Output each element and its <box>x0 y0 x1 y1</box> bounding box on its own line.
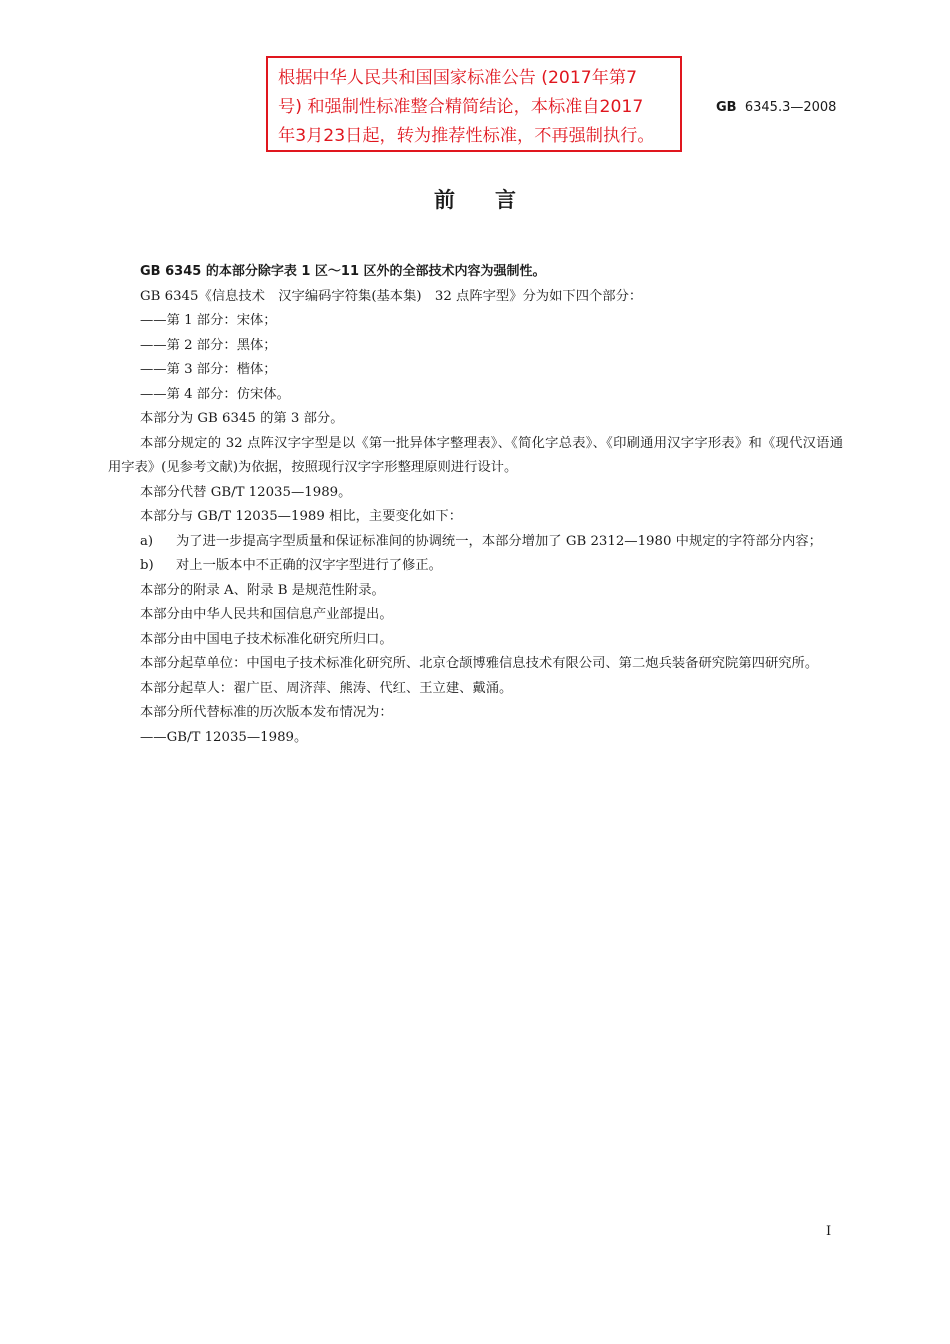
page-number: I <box>826 1224 832 1239</box>
paragraph: 本部分起草单位：中国电子技术标准化研究所、北京仓颉博雅信息技术有限公司、第二炮兵装备研究院第四研究所。 <box>140 656 819 671</box>
paragraph: 本部分为 GB 6345 的第 3 部分。 <box>140 411 344 426</box>
standard-prefix: GB <box>716 100 737 115</box>
notice-line: 年3月23日起，转为推荐性标准，不再强制执行。 <box>278 126 655 146</box>
paragraph: 本部分的附录 A、附录 B 是规范性附录。 <box>140 582 385 598</box>
notice-line: 号) 和强制性标准整合精简结论，本标准自2017 <box>278 97 644 117</box>
foreword-body <box>108 260 843 750</box>
standard-number: 6345.3—2008 <box>744 100 837 115</box>
paragraph: GB 6345《信息技术 汉字编码字符集(基本集) 32 点阵字型》分为如下四个部分： <box>140 288 643 304</box>
paragraph: 本部分由中华人民共和国信息产业部提出。 <box>140 607 393 622</box>
mandatory-status-notice <box>266 56 682 152</box>
list-item: ——第 1 部分：宋体； <box>140 313 277 328</box>
change-text: 为了进一步提高字型质量和保证标准间的协调统一，本部分增加了 GB 2312—1980 中规定的字符部分内容； <box>176 533 822 549</box>
list-item: ——第 2 部分：黑体； <box>140 337 277 353</box>
paragraph: 本部分由中国电子技术标准化研究所归口。 <box>140 631 393 647</box>
change-item <box>108 554 843 579</box>
notice-line: 根据中华人民共和国国家标准公告 (2017年第7 <box>278 68 638 88</box>
list-item: ——GB/T 12035—1989。 <box>140 729 308 745</box>
list-item: ——第 3 部分：楷体； <box>140 362 277 377</box>
change-item <box>108 530 843 555</box>
paragraph: 本部分所代替标准的历次版本发布情况为： <box>140 705 393 720</box>
paragraph: 本部分起草人：翟广臣、周济萍、熊涛、代红、王立建、戴涌。 <box>140 680 513 696</box>
paragraph: 本部分代替 GB/T 12035—1989。 <box>140 484 352 500</box>
paragraph: 本部分规定的 32 点阵汉字字型是以《第一批异体字整理表》、《简化字总表》、《印刷通用汉字字形表》和《现代汉语通用字表》(见参考文献)为依据，按照现行汉字字形整理原则进行设计。 <box>108 435 843 475</box>
paragraph: 本部分与 GB/T 12035—1989 相比，主要变化如下： <box>140 509 463 524</box>
change-label: b) <box>140 558 154 573</box>
page-title: 前言 <box>434 188 556 212</box>
standard-code <box>716 100 836 115</box>
list-item: ——第 4 部分：仿宋体。 <box>140 386 290 402</box>
change-text: 对上一版本中不正确的汉字字型进行了修正。 <box>176 558 442 573</box>
mandatory-scope-paragraph: GB 6345 的本部分除字表 1 区～11 区外的全部技术内容为强制性。 <box>140 264 546 279</box>
change-label: a) <box>140 533 154 549</box>
